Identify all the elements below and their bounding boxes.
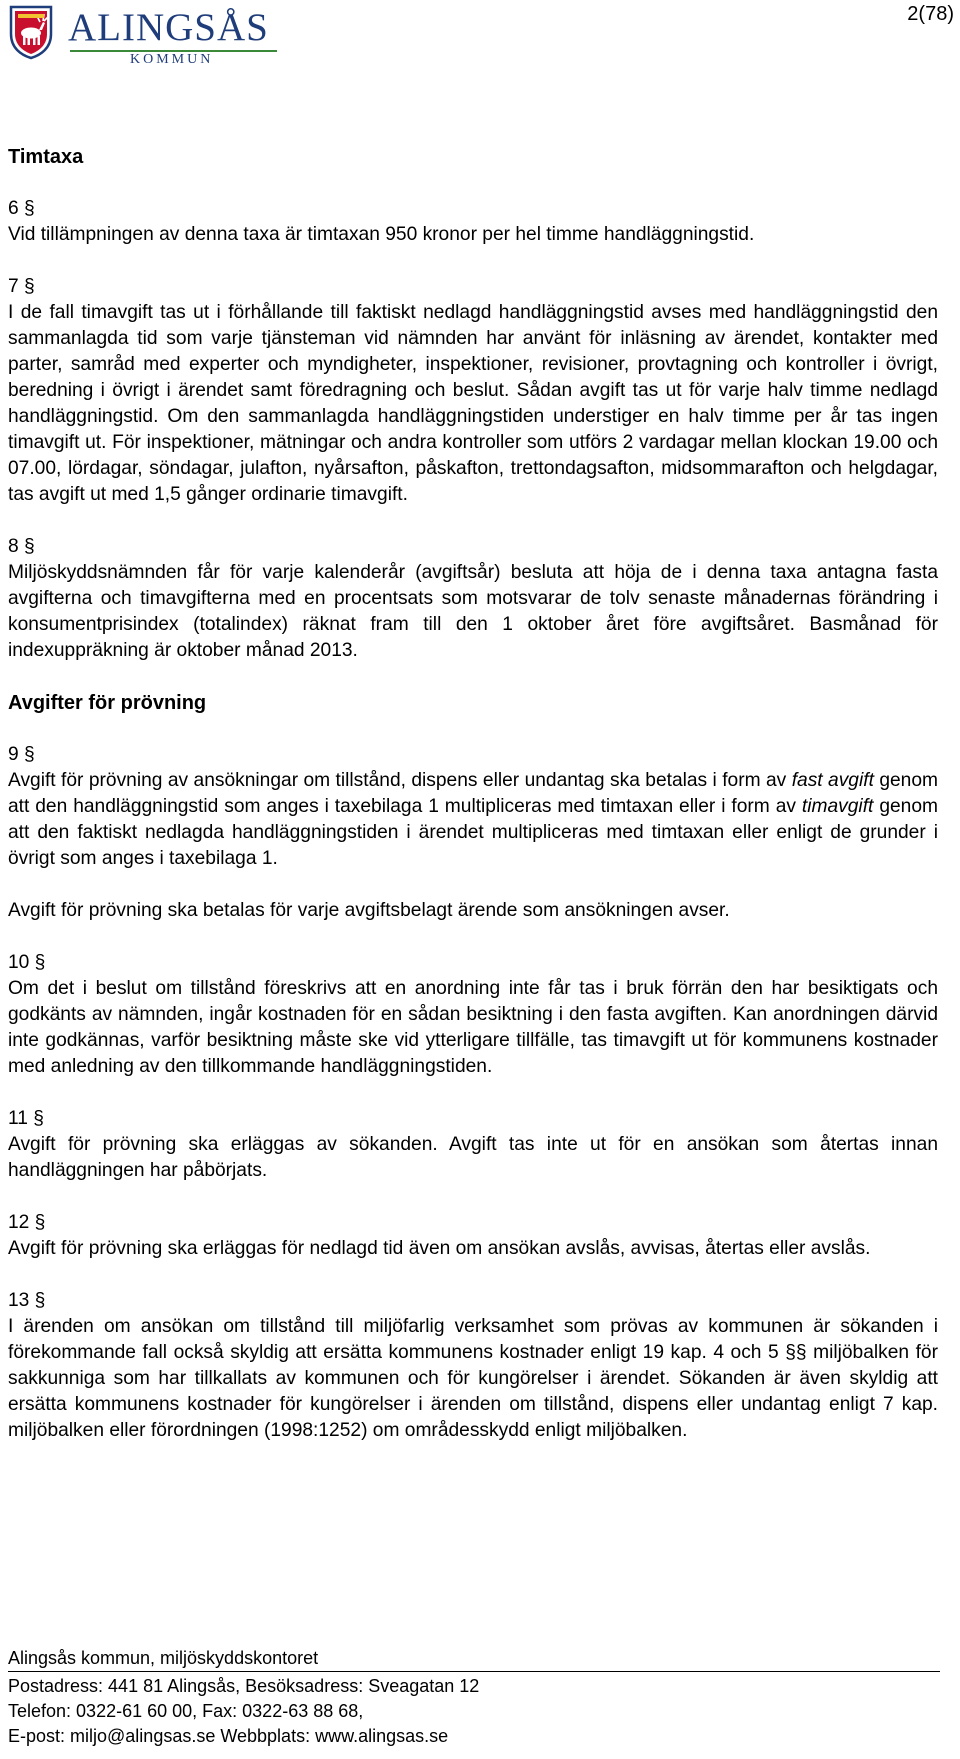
paragraph-number: 9 §: [8, 744, 35, 765]
paragraph-13: [8, 1288, 938, 1444]
emphasis-fast-avgift: fast avgift: [791, 770, 874, 791]
paragraph-text-b: genom att den handläggningstid som anges i taxebilaga 1 multipliceras med timtaxan eller i form av: [8, 770, 938, 817]
paragraph-11: [8, 1106, 938, 1184]
paragraph-text-a: Avgift för prövning av ansökningar om tillstånd, dispens eller undantag ska betalas i form av: [8, 770, 787, 791]
footer-organization: Alingsås kommun, miljöskyddskontoret: [8, 1648, 319, 1668]
footer-address: Postadress: 441 81 Alingsås, Besöksadress: Sveagatan 12: [8, 1676, 480, 1696]
paragraph-7: [8, 274, 938, 508]
paragraph-10: [8, 950, 938, 1080]
paragraph-9-second: [8, 898, 938, 924]
paragraph-9: [8, 742, 938, 872]
section-title-timtaxa: Timtaxa: [8, 146, 84, 168]
paragraph-number: 6 §: [8, 198, 35, 219]
paragraph-number: 11 §: [8, 1108, 44, 1129]
paragraph-text: Avgift för prövning ska erläggas av sökanden. Avgift tas inte ut för en ansökan som återtas innan handläggningen har påbörjats.: [8, 1134, 938, 1181]
brand-name: ALINGSÅS: [68, 6, 269, 49]
section-title-provning: Avgifter för prövning: [8, 692, 207, 714]
page-footer: [8, 1646, 940, 1749]
paragraph-number: 7 §: [8, 276, 35, 297]
paragraph-text: Avgift för prövning ska erläggas för nedlagd tid även om ansökan avslås, avvisas, återtas eller avslås.: [8, 1238, 871, 1259]
footer-phone: Telefon: 0322-61 60 00, Fax: 0322-63 88 68,: [8, 1701, 364, 1721]
alingsas-logo: [8, 4, 273, 66]
paragraph-number: 8 §: [8, 536, 35, 557]
footer-divider: [8, 1671, 940, 1672]
paragraph-number: 13 §: [8, 1290, 46, 1311]
paragraph-number: 12 §: [8, 1212, 46, 1233]
page-number: 2(78): [907, 3, 954, 25]
brand-subtitle: KOMMUN: [130, 52, 214, 67]
paragraph-6: [8, 196, 938, 248]
paragraph-text: Om det i beslut om tillstånd föreskrivs att en anordning inte får tas i bruk förrän den har besiktigats och godkänts av nämnden, ingår kostnaden för en sådan besiktning i den fasta avgiften. Kan anordningen därvid inte godkännas, varför besiktning måste ske vid ytterligare tillfälle, tas timavgift ut för kommunens kostnader med anledning av den tillkommande handläggningstiden.: [8, 978, 938, 1077]
paragraph-text: Vid tillämpningen av denna taxa är timtaxan 950 kronor per hel timme handläggningstid.: [8, 224, 755, 245]
paragraph-text: I de fall timavgift tas ut i förhållande till faktiskt nedlagd handläggningstid avses med handläggningstid den sammanlagda tid som varje tjänsteman vid nämnden har använt för inläsning av ärendet, kontakter med parter, samråd med experter och myndigheter, inspektioner, revisioner, provtagning och kontroller i övrigt, beredning i övrigt i ärendet samt föredragning och beslut. Sådan avgift tas ut för varje halv timme nedlagd handläggningstid. Om den sammanlagda handläggningstiden understiger en halv timme per år tas ingen timavgift ut. För inspektioner, mätningar och andra kontroller som utförs 2 vardagar mellan klockan 19.00 och 07.00, lördagar, söndagar, julafton, nyårsafton, påskafton, trettondagsafton, midsommarafton och helgdagar, tas avgift ut med 1,5 gånger ordinarie timavgift.: [8, 302, 938, 505]
emphasis-timavgift: timavgift: [801, 796, 874, 817]
paragraph-text: Avgift för prövning ska betalas för varje avgiftsbelagt ärende som ansökningen avser.: [8, 900, 730, 921]
page-header: [0, 0, 960, 80]
paragraph-text: Miljöskyddsnämnden får för varje kalenderår (avgiftsår) besluta att höja de i denna taxa antagna fasta avgifterna och timavgifterna med en procentsats som motsvarar de tolv senaste månadernas förändring i konsumentprisindex (totalindex) räknat fram till den 1 oktober året före avgiftsåret. Basmånad för indexuppräkning är oktober månad 2013.: [8, 562, 938, 661]
footer-contact: E-post: miljo@alingsas.se Webbplats: www.alingsas.se: [8, 1726, 449, 1746]
paragraph-text: I ärenden om ansökan om tillstånd till miljöfarlig verksamhet som prövas av kommunen är sökanden i förekommande fall också skyldig att ersätta kommunens kostnader enligt 19 kap. 4 och 5 §§ miljöbalken för sakkunniga som har tillkallats av kommunen och för kungörelser i ärendet. Sökanden är även skyldig att ersätta kommunens kostnader för kungörelser i ärenden om tillstånd, dispens eller undantag enligt 7 kap. miljöbalken eller förordningen (1998:1252) om områdesskydd enligt miljöbalken.: [8, 1316, 938, 1441]
document-body: [8, 144, 938, 1470]
paragraph-12: [8, 1210, 938, 1262]
paragraph-text-c: genom att den faktiskt nedlagda handläggningstiden i ärendet multipliceras med timtaxan eller enligt de grunder i övrigt som anges i taxebilaga 1.: [8, 796, 938, 869]
coat-of-arms-icon: [8, 4, 54, 60]
paragraph-8: [8, 534, 938, 664]
paragraph-number: 10 §: [8, 952, 46, 973]
